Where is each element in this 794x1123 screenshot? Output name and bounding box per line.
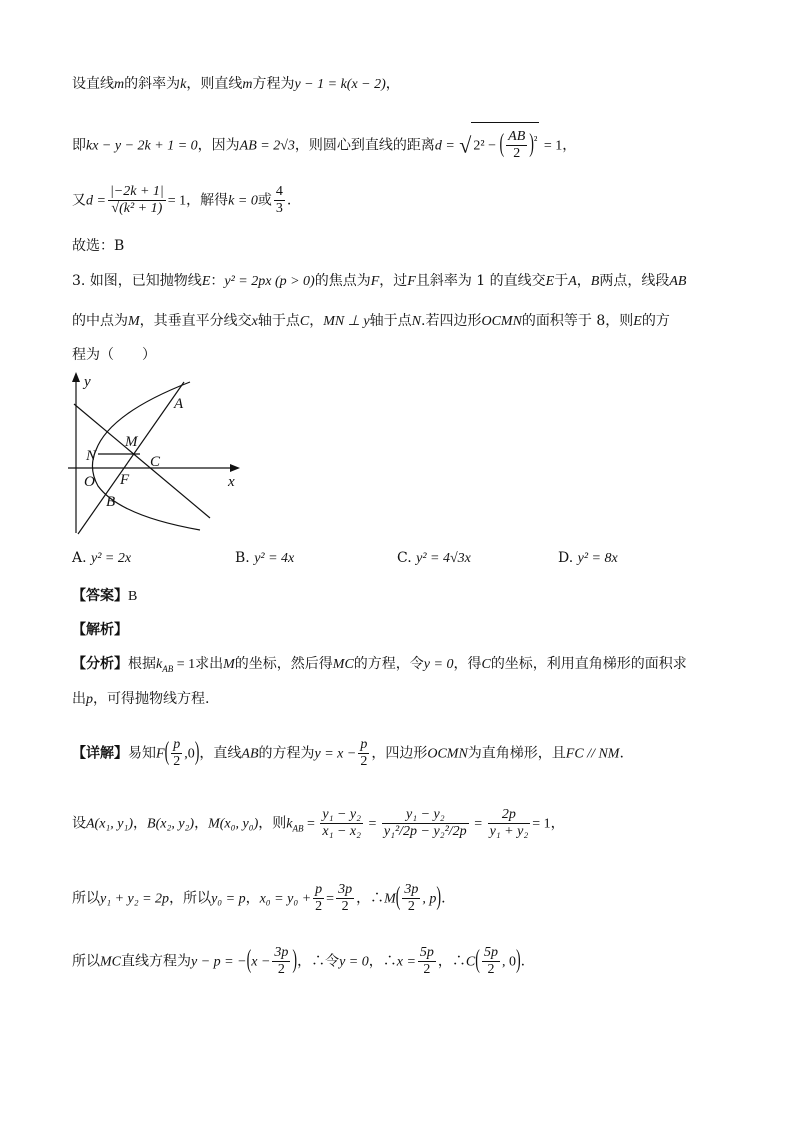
fraction xyxy=(320,807,363,840)
text: 的坐标，然后得 xyxy=(234,656,333,672)
numerator: 3p xyxy=(338,882,353,897)
text: ， xyxy=(245,890,260,907)
text: 的中点为 xyxy=(72,313,128,329)
paren-right: ) xyxy=(529,130,534,159)
y-axis-arrow xyxy=(72,372,80,382)
option-label: D. xyxy=(558,550,574,566)
point-B: B(x₂, y₂) xyxy=(147,816,195,832)
var-AB: AB xyxy=(669,274,687,289)
var-k: k xyxy=(286,816,293,832)
text: 的斜率为 xyxy=(124,76,181,92)
label-C: C xyxy=(150,454,161,470)
var-N: N xyxy=(411,314,421,329)
text: = 1 xyxy=(167,193,187,209)
equation: d = xyxy=(86,193,106,209)
paren-right: ) xyxy=(292,946,298,975)
text: 或 xyxy=(257,192,272,209)
fenxi-tag: 【分析】 xyxy=(72,656,128,672)
text: ， xyxy=(309,313,324,329)
paren-right: ) xyxy=(515,946,521,975)
var-m: m xyxy=(114,77,125,92)
text: 且斜率为 1 的直线交 xyxy=(415,273,546,289)
text: ，所以 xyxy=(169,890,212,907)
text: ，则 xyxy=(258,815,287,832)
text: ， xyxy=(576,273,591,289)
exponent: ² xyxy=(533,133,538,147)
paren-left: ( xyxy=(246,946,252,975)
text: 的面积等于 8，则 xyxy=(521,313,634,329)
option-text: y² = 8x xyxy=(577,551,618,566)
fraction xyxy=(313,882,324,915)
text: 即 xyxy=(72,137,86,154)
radical-sign: √ xyxy=(459,132,472,158)
slope-line xyxy=(72,807,565,840)
text: . xyxy=(286,192,292,209)
var-AB: AB xyxy=(241,746,259,762)
equation: y² = 2px (p > 0) xyxy=(224,274,315,289)
denominator: 2 xyxy=(277,962,285,977)
question-line-1 xyxy=(72,271,686,292)
var-C: C xyxy=(299,314,310,329)
text: ，则圆心到直线的距离 xyxy=(294,137,435,154)
text: ，∴令 xyxy=(297,953,340,970)
denominator: 3 xyxy=(275,201,283,216)
subscript: AB xyxy=(292,823,304,834)
text: ，∴ xyxy=(368,953,397,970)
numerator: p xyxy=(360,737,368,752)
var-C: C xyxy=(481,657,491,672)
numerator: AB xyxy=(508,129,526,144)
option-b[interactable] xyxy=(235,550,294,567)
equation: = 1 xyxy=(173,657,196,672)
equation: d = xyxy=(434,138,455,154)
answer-value: B xyxy=(128,589,138,604)
term: x − xyxy=(251,954,271,970)
text: 轴于点 xyxy=(257,313,300,329)
fraction xyxy=(382,807,469,840)
equation: y₁ + y₂ = 2p xyxy=(100,891,170,907)
xiangjie-tag: 【详解】 xyxy=(72,745,128,762)
text: . xyxy=(441,890,446,907)
option-label: A. xyxy=(72,550,87,566)
denominator: 2 xyxy=(173,754,181,769)
text: 又 xyxy=(72,192,86,209)
var-F: F xyxy=(370,274,380,289)
equation: y − p = − xyxy=(191,954,247,970)
equation: x = xyxy=(396,954,416,970)
fraction xyxy=(418,945,436,978)
option-text: y² = 4x xyxy=(254,551,295,566)
denominator: 2 xyxy=(487,962,495,977)
option-text: y² = 2x xyxy=(91,551,132,566)
text: = 1， xyxy=(543,138,577,154)
denominator: 2 xyxy=(360,754,368,769)
option-a[interactable] xyxy=(72,550,131,567)
text: 为直角梯形，且 xyxy=(467,745,566,762)
text: ，∴ xyxy=(356,890,385,907)
var-k: k xyxy=(156,657,163,672)
label-O: O xyxy=(84,474,95,490)
var-B: B xyxy=(590,274,600,289)
radicand xyxy=(471,122,539,162)
fraction xyxy=(274,184,285,217)
var-M: M xyxy=(128,314,140,329)
equals: = xyxy=(326,891,335,907)
point-A: A(x₁, y₁) xyxy=(86,816,134,832)
answer-line: 故选：B xyxy=(72,238,125,254)
fraction xyxy=(482,945,500,978)
label-B: B xyxy=(106,494,116,510)
var-F: F xyxy=(156,746,165,762)
fenxi-line-1 xyxy=(72,654,687,679)
text: 的坐标，利用直角梯形的面积求 xyxy=(490,656,687,672)
option-c[interactable] xyxy=(397,550,471,567)
text: ，过 xyxy=(379,273,408,289)
text: 的方程为 xyxy=(258,745,315,762)
fraction xyxy=(336,882,354,915)
text: 直线方程为 xyxy=(121,953,191,970)
text: ，直线 xyxy=(199,745,242,762)
numerator: |−2k + 1| xyxy=(109,184,164,199)
equation: MN ⊥ y xyxy=(323,314,370,329)
numerator: 4 xyxy=(275,184,283,199)
denominator: 2 xyxy=(513,146,521,161)
fraction xyxy=(358,737,369,770)
paren-left: ( xyxy=(499,130,505,159)
var-OCMN: OCMN xyxy=(481,314,522,329)
text: = 1 xyxy=(532,816,551,832)
x-axis-arrow xyxy=(230,464,240,472)
numerator: 2p xyxy=(488,807,531,824)
var-E: E xyxy=(545,274,555,289)
equals: = xyxy=(470,816,486,832)
text: . xyxy=(619,745,624,762)
var-M: M xyxy=(384,891,396,907)
var-A: A xyxy=(568,274,577,289)
question-line-3: 程为（ ） xyxy=(72,347,156,363)
text: ，∴ xyxy=(437,953,466,970)
text: ，得 xyxy=(453,656,482,672)
question-line-2 xyxy=(72,311,670,332)
text: ，解得 xyxy=(186,192,229,209)
text: 的方 xyxy=(641,313,670,329)
point-M: M(x₀, y₀) xyxy=(208,816,259,832)
paren-right: ) xyxy=(194,738,200,767)
label-N: N xyxy=(86,448,97,464)
text: .若四边形 xyxy=(421,313,482,329)
text: ，则直线 xyxy=(186,76,243,92)
var-k: k xyxy=(180,77,187,92)
text: 出 xyxy=(72,691,86,707)
text: 两点，线段 xyxy=(599,273,670,289)
numerator: y₁ − y₂ xyxy=(382,807,469,824)
equation: k = 0 xyxy=(228,193,258,209)
var-E: E xyxy=(633,314,642,329)
fraction xyxy=(272,945,290,978)
denominator: 2 xyxy=(315,899,323,914)
text-line-3 xyxy=(72,184,291,217)
numerator: 3p xyxy=(274,945,289,960)
label-F: F xyxy=(120,472,130,488)
equation: FC // NM xyxy=(565,746,620,762)
numerator: p xyxy=(173,737,181,752)
denominator: x₁ − x₂ xyxy=(322,824,361,839)
numerator: p xyxy=(315,882,323,897)
equation: y = 0 xyxy=(339,954,369,970)
equals: = xyxy=(364,816,380,832)
text: 根据 xyxy=(128,656,156,672)
var-E: E xyxy=(201,274,211,289)
text: 的方程，令 xyxy=(353,656,424,672)
denominator: 2 xyxy=(423,962,431,977)
term: 2² − xyxy=(473,138,500,154)
paren-left: ( xyxy=(475,946,480,975)
text: ，可得抛物线方程. xyxy=(93,691,210,707)
text: ， xyxy=(550,815,565,832)
var-C: C xyxy=(465,954,476,970)
text: , p xyxy=(422,891,437,907)
equation: kx − y − 2k + 1 = 0 xyxy=(86,138,198,154)
fenxi-line-2 xyxy=(72,689,209,710)
label-M: M xyxy=(125,434,138,450)
text: ，四边形 xyxy=(371,745,428,762)
text: 于 xyxy=(554,273,569,289)
option-label: C. xyxy=(397,550,412,566)
var-x: x xyxy=(251,314,258,329)
analysis-label: 【解析】 xyxy=(72,622,128,638)
text: ,0 xyxy=(184,746,195,762)
fraction xyxy=(402,882,420,915)
var-F: F xyxy=(407,274,416,289)
xiangjie-line xyxy=(72,737,624,770)
equation: x₀ = y₀ + xyxy=(259,891,312,907)
text: 所以 xyxy=(72,953,100,970)
var-p: p xyxy=(86,692,93,707)
equation: y = x − xyxy=(314,746,357,762)
subscript: AB xyxy=(162,663,174,674)
text: 设 xyxy=(72,815,86,832)
text: 的焦点为 xyxy=(314,273,371,289)
fraction xyxy=(488,807,531,840)
option-d[interactable] xyxy=(558,550,618,567)
equation: AB = 2√3 xyxy=(239,138,295,154)
numerator: y₁ − y₂ xyxy=(322,807,361,822)
text: ， xyxy=(385,76,400,92)
text: 方程为 xyxy=(252,76,295,92)
option-label: B. xyxy=(235,550,250,566)
text: ： xyxy=(210,273,225,289)
numerator: 3p xyxy=(404,882,419,897)
label-y: y xyxy=(84,374,91,390)
denominator: y₁ + y₂ xyxy=(489,824,529,839)
var-MC: MC xyxy=(332,657,354,672)
equals: = xyxy=(303,816,319,832)
text: . xyxy=(520,953,526,970)
answer-tag: 【答案】 xyxy=(72,588,128,604)
equation: y − 1 = k(x − 2) xyxy=(294,77,386,92)
fraction xyxy=(171,737,182,770)
var-m: m xyxy=(242,77,253,92)
denominator: √(k² + 1) xyxy=(111,201,163,216)
text: ， xyxy=(133,815,148,832)
option-text: y² = 4√3x xyxy=(416,551,471,566)
answer-row xyxy=(72,586,137,607)
denominator: 2 xyxy=(407,899,415,914)
label-x: x xyxy=(228,474,235,490)
numerator: 5p xyxy=(419,945,434,960)
parabola-figure xyxy=(60,368,250,538)
equation: y₀ = p xyxy=(211,891,246,907)
text: ，其垂直平分线交 xyxy=(139,313,252,329)
text: 求出 xyxy=(195,656,224,672)
mc-line xyxy=(72,945,525,978)
denominator: 2 xyxy=(341,899,349,914)
text: 3. 如图，已知抛物线 xyxy=(72,273,202,289)
paren-right: ) xyxy=(436,883,442,912)
var-MC: MC xyxy=(100,954,121,970)
paren-left: ( xyxy=(164,738,170,767)
numerator: 5p xyxy=(483,945,498,960)
text: 所以 xyxy=(72,890,100,907)
fraction xyxy=(506,129,527,162)
fraction xyxy=(108,184,166,217)
text: ， xyxy=(194,815,209,832)
var-OCMN: OCMN xyxy=(427,746,468,762)
paren-left: ( xyxy=(395,883,401,912)
text-line-2 xyxy=(72,122,576,162)
label-A: A xyxy=(174,396,184,412)
denominator: y₁²/2p − y₂²/2p xyxy=(383,824,467,839)
text: 设直线 xyxy=(72,76,114,92)
text-line-1 xyxy=(72,74,400,95)
text: , 0 xyxy=(501,954,516,970)
var-M: M xyxy=(223,657,235,672)
text: ，因为 xyxy=(197,137,240,154)
analysis-tag xyxy=(72,620,128,640)
midpoint-line xyxy=(72,882,446,915)
text: 易知 xyxy=(128,745,156,762)
equation: y = 0 xyxy=(423,657,454,672)
text: 轴于点 xyxy=(369,313,412,329)
